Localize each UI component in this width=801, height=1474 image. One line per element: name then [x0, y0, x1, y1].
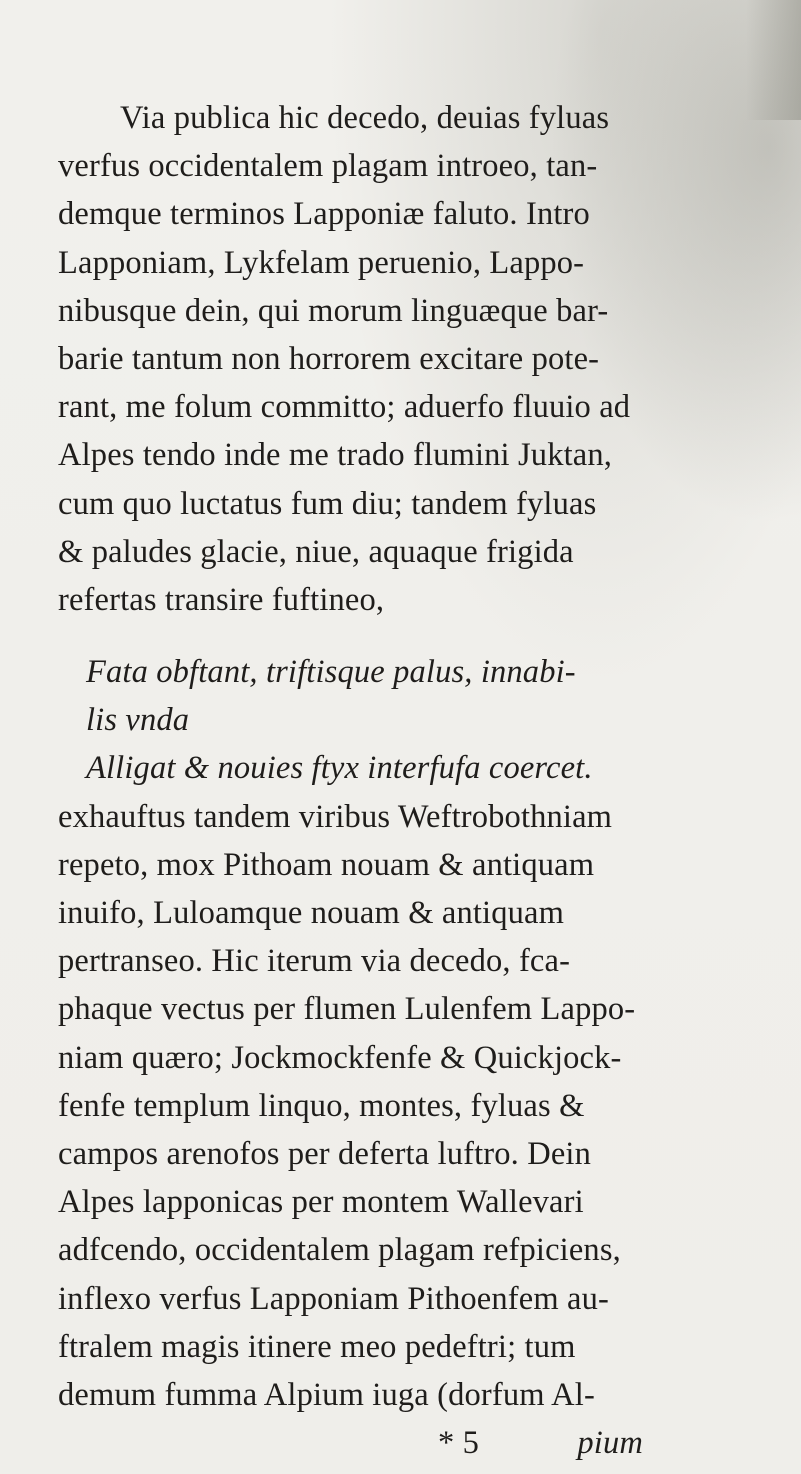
text-line: campos arenofos per deferta luftro. Dein: [58, 1135, 591, 1172]
text-line: demque terminos Lapponiæ faluto. Intro: [58, 196, 590, 233]
text-line: demum fumma Alpium iuga (dorfum Al-: [58, 1376, 595, 1413]
text-line: inflexo verfus Lapponiam Pithoenfem au-: [58, 1280, 609, 1317]
verse-spacing: [58, 624, 773, 648]
text-line: cum quo luctatus fum diu; tandem fyluas: [58, 485, 597, 522]
verse-line: Fata obftant, triftisque palus, innabi-: [86, 654, 576, 691]
text-line: adfcendo, occidentalem plagam refpiciens,: [58, 1232, 621, 1269]
verse-line: lis vnda: [86, 702, 190, 739]
text-line: nibusque dein, qui morum linguæque bar-: [58, 292, 609, 329]
text-line: barie tantum non horrorem excitare pote-: [58, 340, 600, 377]
text-line: repeto, mox Pithoam nouam & antiquam: [58, 846, 595, 883]
text-line: niam quæro; Jockmockfenfe & Quickjock-: [58, 1039, 622, 1076]
text-line: ftralem magis itinere meo pedeftri; tum: [58, 1328, 576, 1365]
text-line: pertranseo. Hic iterum via decedo, fca-: [58, 943, 571, 980]
text-line: phaque vectus per flumen Lulenfem Lappo-: [58, 991, 636, 1028]
text-line: Alpes lapponicas per montem Wallevari: [58, 1184, 584, 1221]
text-line: & paludes glacie, niue, aquaque frigida: [58, 533, 574, 570]
text-line: Via publica hic decedo, deuias fyluas: [120, 100, 610, 136]
main-text: [58, 94, 773, 1467]
text-line: Lapponiam, Lykfelam peruenio, Lappo-: [58, 244, 585, 281]
text-line: fenfe templum linquo, montes, fyluas &: [58, 1087, 585, 1124]
page-footer: [58, 1419, 773, 1467]
text-line: verfus occidentalem plagam introeo, tan-: [58, 148, 598, 185]
catchword: pium: [577, 1425, 643, 1462]
text-line: rant, me folum committo; aduerfo fluuio ad: [58, 389, 631, 426]
verse-line: Alligat & nouies ftyx interfufa coercet.: [86, 750, 593, 787]
text-line: inuifo, Luloamque nouam & antiquam: [58, 895, 565, 931]
text-line: Alpes tendo inde me trado flumini Juktan,: [58, 437, 613, 474]
text-line: exhauftus tandem viribus Weftrobothniam: [58, 798, 613, 835]
text-line: refertas transire fuftineo,: [58, 581, 385, 618]
signature-mark: * 5: [438, 1425, 480, 1462]
